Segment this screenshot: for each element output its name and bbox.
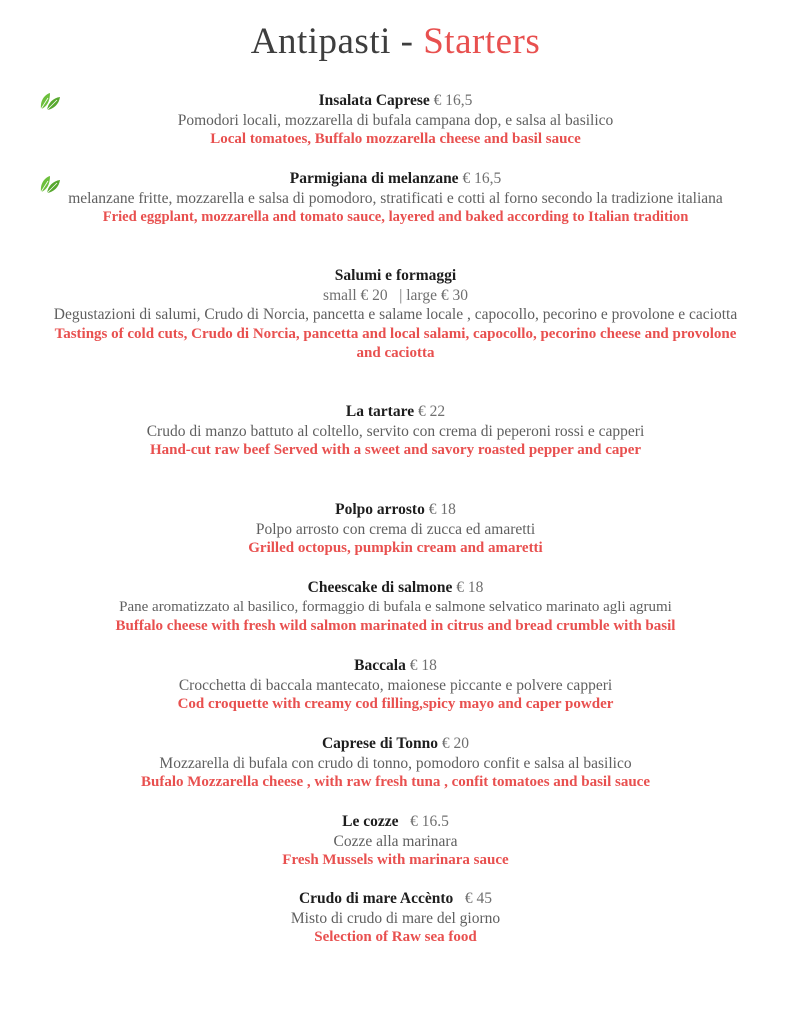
item-english: Selection of Raw sea food xyxy=(314,929,477,945)
item-price: € 18 xyxy=(456,579,484,596)
item-price: € 45 xyxy=(464,890,493,907)
item-price-options xyxy=(0,286,791,306)
item-price: € 18 xyxy=(409,657,437,674)
price-small: small € 20 xyxy=(323,286,388,304)
item-heading xyxy=(0,578,791,598)
item-english: Hand-cut raw beef Served with a sweet and savory roasted pepper and caper xyxy=(149,442,642,458)
item-description: Polpo arrosto con crema di zucca ed amaretti xyxy=(255,520,536,538)
page-title xyxy=(0,20,791,64)
item-name: Crudo di mare Accènto xyxy=(298,890,454,907)
item-english: Grilled octopus, pumpkin cream and amaretti xyxy=(248,540,543,556)
item-name: Caprese di Tonno xyxy=(321,735,438,752)
item-english: Bufalo Mozzarella cheese , with raw fresh tuna , confit tomatoes and basil sauce xyxy=(141,774,650,790)
item-price: € 22 xyxy=(417,403,446,420)
item-heading xyxy=(0,656,791,676)
item-description: Pomodori locali, mozzarella di bufala campana dop, e salsa al basilico xyxy=(177,111,614,129)
item-description: Crocchetta di baccala mantecato, maionese piccante e polvere capperi xyxy=(178,676,613,694)
menu-item-parmigiana xyxy=(0,169,791,228)
item-description: Cozze alla marinara xyxy=(333,832,458,850)
item-heading xyxy=(0,812,791,832)
item-name: Cheescake di salmone xyxy=(307,579,453,596)
title-main: Antipasti - xyxy=(250,21,424,62)
item-name: Le cozze xyxy=(342,813,399,830)
item-name: Baccala xyxy=(354,657,406,674)
menu-item-baccala xyxy=(0,656,791,715)
item-description: Mozzarella di bufala con crudo di tonno, pomodoro confit e salsa al basilico xyxy=(159,754,632,772)
price-large: large € 30 xyxy=(406,286,468,304)
item-english: Tastings of cold cuts, Crudo di Norcia, pancetta and local salami, capocollo, pecorino cheese and provolone and caciotta xyxy=(54,325,737,361)
menu-item-tartare xyxy=(0,402,791,461)
item-price: € 16,5 xyxy=(462,170,502,187)
item-name: Polpo arrosto xyxy=(335,501,425,518)
menu-item-polpo-arrosto xyxy=(0,500,791,559)
item-english: Cod croquette with creamy cod filling,spicy mayo and caper powder xyxy=(177,696,614,712)
item-heading xyxy=(0,889,791,909)
menu-item-cheescake-salmone xyxy=(0,578,791,637)
item-english: Buffalo cheese with fresh wild salmon marinated in citrus and bread crumble with basil xyxy=(115,618,676,634)
item-heading xyxy=(0,169,791,189)
item-english: Local tomatoes, Buffalo mozzarella cheese and basil sauce xyxy=(210,131,581,147)
item-heading xyxy=(0,402,791,422)
menu-item-le-cozze xyxy=(0,812,791,871)
item-heading xyxy=(0,91,791,111)
item-price: € 18 xyxy=(428,501,456,518)
item-heading xyxy=(0,266,791,286)
item-name: Parmigiana di melanzane xyxy=(289,170,459,187)
price-separator: | xyxy=(391,286,407,304)
item-description: Degustazioni di salumi, Crudo di Norcia, pancetta e salame locale , capocollo, pecorino e provolone e caciotta xyxy=(53,306,738,323)
item-english: Fresh Mussels with marinara sauce xyxy=(282,852,509,868)
item-heading xyxy=(0,500,791,520)
item-heading xyxy=(0,734,791,754)
item-english: Fried eggplant, mozzarella and tomato sauce, layered and baked according to Italian tradition xyxy=(102,209,689,225)
item-name: Insalata Caprese xyxy=(318,92,430,109)
item-price: € 16,5 xyxy=(433,92,473,109)
item-price: € 16.5 xyxy=(410,813,449,830)
menu-item-crudo-di-mare xyxy=(0,889,791,948)
item-description: Pane aromatizzato al basilico, formaggio di bufala e salmone selvatico marinato agli agrumi xyxy=(119,598,672,615)
menu-item-caprese-tonno xyxy=(0,734,791,793)
item-name: Salumi e formaggi xyxy=(334,267,457,284)
item-name: La tartare xyxy=(345,403,415,420)
title-accent: Starters xyxy=(423,21,541,62)
item-price: € 20 xyxy=(441,735,469,752)
item-description: Misto di crudo di mare del giorno xyxy=(290,909,501,927)
item-description: Crudo di manzo battuto al coltello, servito con crema di peperoni rossi e capperi xyxy=(146,422,645,440)
menu-item-salumi-formaggi xyxy=(0,266,791,364)
item-description: melanzane fritte, mozzarella e salsa di pomodoro, stratificati e cotti al forno secondo la tradizione italiana xyxy=(68,189,723,207)
menu-item-insalata-caprese xyxy=(0,91,791,150)
